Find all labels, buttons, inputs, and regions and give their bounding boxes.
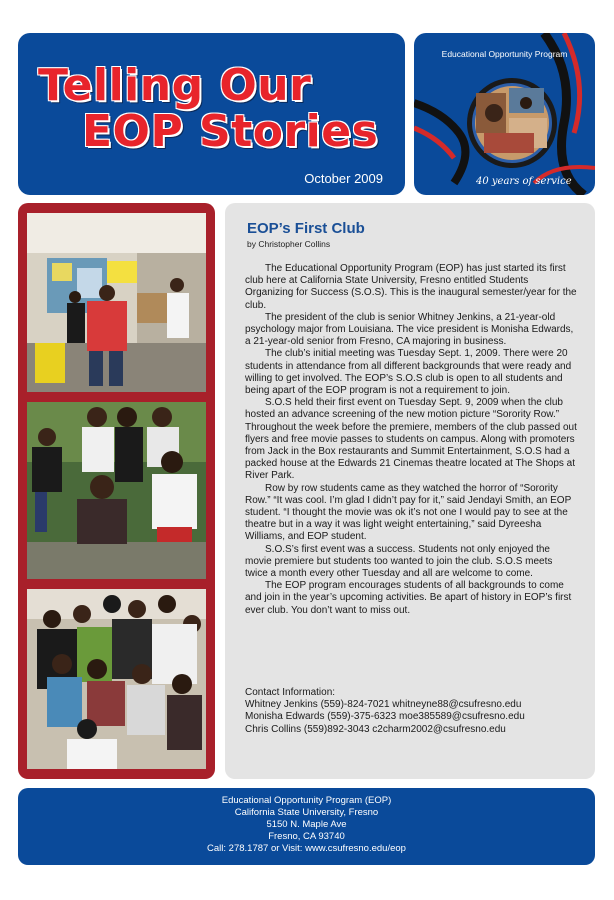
logo-tagline: 40 years of service — [476, 176, 572, 187]
article-byline: by Christopher Collins — [247, 239, 331, 249]
contact-entry: Chris Collins (559)892-3043 c2charm2002@csufresno.edu — [245, 723, 506, 735]
eop-logo-panel — [414, 33, 595, 195]
contact-heading: Contact Information: — [245, 687, 336, 698]
article-paragraph: S.O.S’s first event was a success. Students not only enjoyed the movie premiere but students too wanted to join the club. S.O.S meets twice a month every other Tuesday and all are welcome to come. — [245, 543, 553, 580]
hallway-event-photo — [27, 213, 206, 392]
footer-university: California State University, Fresno — [234, 807, 379, 818]
article-body — [245, 263, 577, 617]
article-paragraph: S.O.S held their first event on Tuesday Sept. 9, 2009 when the club hosted an advance screening of the new motion picture “Sorority Row.” Throughout the week before the premiere, members of the club passed out flyers and free movie passes to students on campus. Along with promoters from Jack in the Box restaurants and Summit Entertainment, S.O.S had a packed house at the Edwards 21 Cinemas theatre located at The Shops at River Park. — [245, 397, 577, 482]
photo-column — [18, 203, 215, 779]
article-panel — [225, 203, 595, 779]
group-members-photo — [27, 402, 206, 579]
contact-entry: Whitney Jenkins (559)-824-7021 whitneyne88@csufresno.edu — [245, 699, 522, 711]
issue-date: October 2009 — [304, 171, 383, 186]
contact-entry: Monisha Edwards (559)-375-6323 moe385589@csufresno.edu — [245, 711, 525, 723]
footer-street: 5150 N. Maple Ave — [266, 819, 347, 830]
club-group-photo — [27, 589, 206, 769]
article-paragraph: The president of the club is senior Whitney Jenkins, a 21-year-old psychology major from Louisiana. The vice president is Monisha Edwards, a 21-year-old senior from Fresno, CA majoring in business. — [245, 311, 574, 348]
title-line-2: EOP Stories — [82, 106, 379, 157]
article-paragraph: The Educational Opportunity Program (EOP) has just started its first club here at California State University, Fresno entitled Students Organizing for Success (S.O.S). This is the inaugural semester/year for the club. — [245, 263, 577, 311]
footer-program-name: Educational Opportunity Program (EOP) — [221, 795, 392, 806]
title-line-1: Telling Our — [38, 60, 312, 111]
newsletter-title — [38, 60, 379, 157]
article-title: EOP’s First Club — [247, 220, 365, 237]
footer-city: Fresno, CA 93740 — [268, 831, 345, 842]
article-paragraph: The EOP program encourages students of all backgrounds to come and join in the year’s upcoming activities. Be apart of history in EOP’s first ever club. You don’t want to miss out. — [245, 580, 572, 616]
article-paragraph: The club’s initial meeting was Tuesday Sept. 1, 2009. There were 20 students in attendance from all different backgrounds that were ready and willing to get involved. The EOP’s S.O.S club is open to all students and being apart of the EOP program is not a requirement to join. — [245, 348, 572, 397]
footer-address-block — [18, 788, 595, 865]
contact-information — [245, 687, 577, 736]
logo-program-name: Educational Opportunity Program — [441, 49, 568, 59]
article-paragraph: Row by row students came as they watched the horror of “Sorority Row.” “It was cool. I’m glad I didn’t pay for it,” said Jendayi Smith, an EOP student. “I thought the movie was ok it’s not one I would pay to see at the theatre but in a way it was light weight entertaining,” said Dyreesha Williams, and EOP student. — [245, 482, 572, 543]
footer-contact: Call: 278.1787 or Visit: www.csufresno.edu/eop — [207, 843, 406, 854]
masthead — [18, 33, 405, 195]
